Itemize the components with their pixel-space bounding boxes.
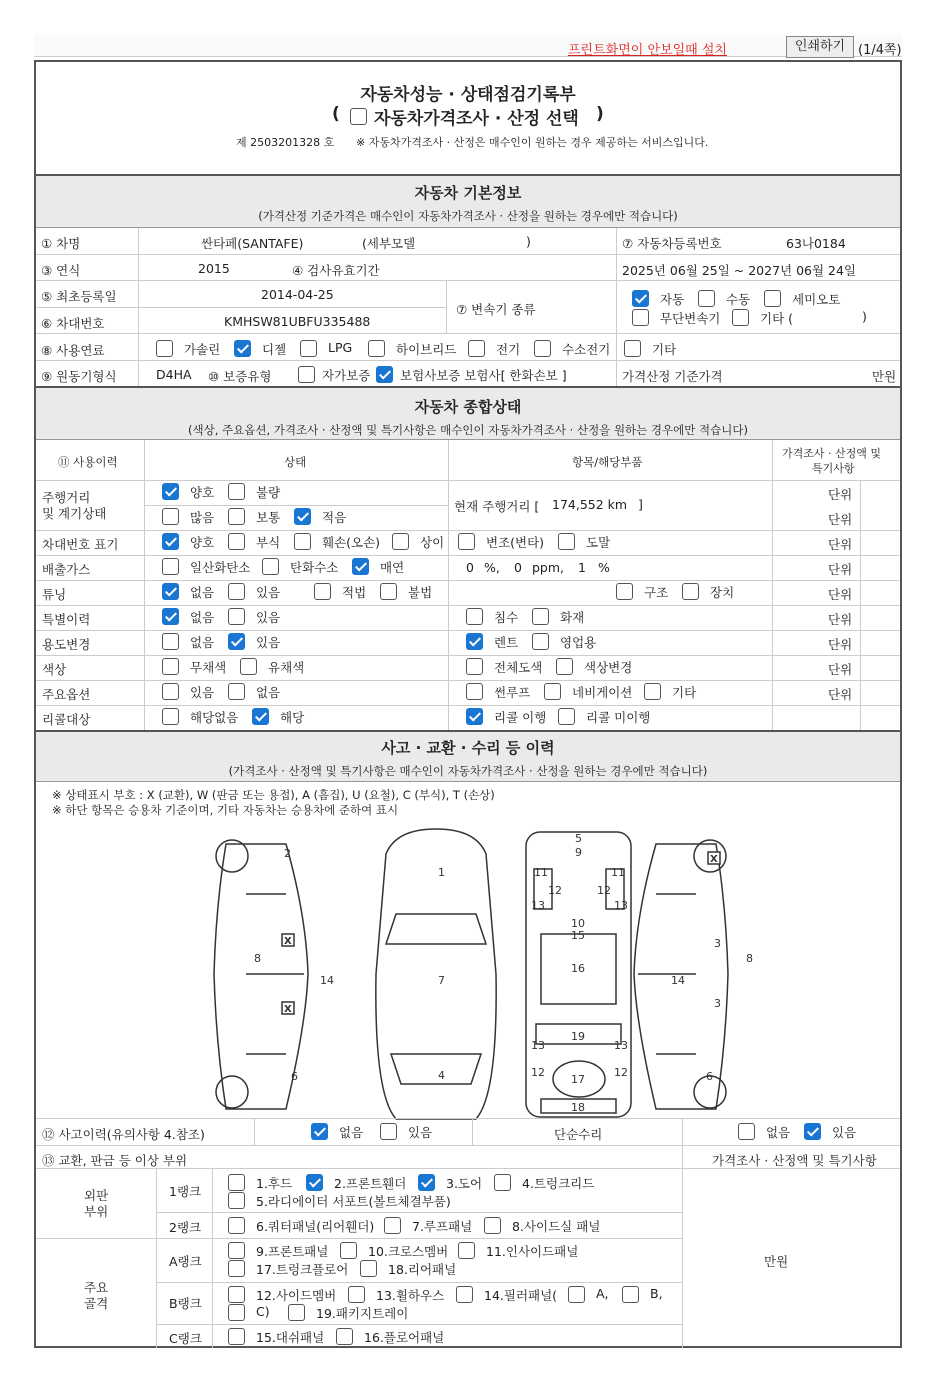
legend-symbols: ※ 상태표시 부호 : X (교환), W (판금 또는 용접), A (흠집), U (요철), C (부식), T (손상) xyxy=(52,788,495,802)
reg-number-value: 63나0184 xyxy=(786,236,846,251)
option-etc-label: 기타 xyxy=(672,685,697,700)
tuning-label: 튜닝 xyxy=(42,587,67,602)
basic-info-note: (가격산정 기준가격은 매수인이 자동차가격조사 · 산정을 원하는 경우에만 적습니다) xyxy=(258,209,678,223)
fire-checkbox[interactable] xyxy=(532,608,549,625)
special-have-checkbox[interactable] xyxy=(228,608,245,625)
main-frame-label: 주요 xyxy=(84,1280,109,1295)
car-name-label: ① 차명 xyxy=(41,236,81,251)
fuel-hydrogen-checkbox[interactable] xyxy=(534,340,551,357)
part-label-9: 9 xyxy=(575,846,582,859)
options-none-label: 없음 xyxy=(256,685,281,700)
basic-info-header xyxy=(36,174,900,228)
unit-9: 단위 xyxy=(828,687,853,702)
navigation-checkbox[interactable] xyxy=(544,683,561,700)
simple-repair-label: 단순수리 xyxy=(554,1127,603,1142)
year-label: ③ 연식 xyxy=(41,263,81,278)
vin-damage-label: 훼손(오손) xyxy=(322,535,381,550)
first-reg-value: 2014-04-25 xyxy=(261,287,334,302)
business-label: 영업용 xyxy=(560,635,597,650)
recall-na-checkbox[interactable] xyxy=(162,708,179,725)
reg-number-label: ⑦ 자동차등록번호 xyxy=(622,236,722,251)
fuel-diesel-label: 디젤 xyxy=(262,342,287,357)
legend-note: ※ 하단 항목은 승용차 기준이며, 기타 자동차는 승용차에 준하여 표시 xyxy=(52,803,399,817)
part-label-1: 1 xyxy=(438,866,445,879)
part-sidesill-label: 8.사이드실 패널 xyxy=(512,1219,601,1234)
part-quarter-label: 6.쿼터패널(리어휀더) xyxy=(256,1219,375,1234)
part-label-12-front-right: 12 xyxy=(597,884,611,897)
detail-model-label: (세부모델 xyxy=(362,236,416,251)
simple-have-label: 있음 xyxy=(832,1125,857,1140)
special-none-checkbox[interactable] xyxy=(162,608,179,625)
install-notice-link[interactable]: 프린트화면이 안보일때 설치 xyxy=(568,43,727,58)
fuel-lpg-label: LPG xyxy=(328,340,353,355)
trans-etc-label: 기타 ( xyxy=(760,311,794,326)
options-label: 주요옵션 xyxy=(42,687,91,702)
toolbar xyxy=(34,35,902,57)
sunroof-checkbox[interactable] xyxy=(466,683,483,700)
part-trunkfloor-label: 17.트렁크플로어 xyxy=(256,1262,349,1277)
inspection-sheet xyxy=(34,60,902,1348)
fuel-gasoline-checkbox[interactable] xyxy=(156,340,173,357)
part-door-label: 3.도어 xyxy=(446,1176,483,1191)
part-trunkfloor-checkbox[interactable] xyxy=(228,1260,245,1277)
part-label-13-rear-left: 13 xyxy=(531,1039,545,1052)
part-roof-label: 7.루프패널 xyxy=(412,1219,473,1234)
unit-7: 단위 xyxy=(828,637,853,652)
part-door-checkbox[interactable] xyxy=(418,1174,435,1191)
part-pillar-checkbox[interactable] xyxy=(456,1286,473,1303)
mileage-many-checkbox[interactable] xyxy=(162,508,179,525)
vin-diff-label: 상이 xyxy=(420,535,445,550)
x-mark-door-rear-text: X xyxy=(284,1004,292,1015)
navigation-label: 네비게이션 xyxy=(572,685,633,700)
part-label-8-right: 8 xyxy=(746,952,753,965)
base-price-label: 가격산정 기준가격 xyxy=(622,369,723,384)
service-note: ※ 자동차가격조사 · 산정은 매수인이 원하는 경우 제공하는 서비스입니다. xyxy=(356,136,709,149)
fuel-hybrid-label: 하이브리드 xyxy=(396,342,457,357)
overall-status-header xyxy=(36,386,900,440)
col-items: 항목/해당부품 xyxy=(572,455,643,469)
rent-checkbox[interactable] xyxy=(466,633,483,650)
warranty-self-label: 자가보증 xyxy=(322,368,371,383)
part-floorpanel-checkbox[interactable] xyxy=(336,1328,353,1345)
mileage-value: 174,552 km xyxy=(552,497,628,512)
options-have-checkbox[interactable] xyxy=(162,683,179,700)
trans-cvt-checkbox[interactable] xyxy=(632,309,649,326)
tuning-none-label: 없음 xyxy=(190,585,215,600)
vin-alter-label: 변조(변타) xyxy=(486,535,545,550)
part-dashpanel-checkbox[interactable] xyxy=(228,1328,245,1345)
recall-done-label: 리콜 이행 xyxy=(494,710,547,725)
vin-steal-label: 도말 xyxy=(586,535,611,550)
tuning-struct-label: 구조 xyxy=(644,585,669,600)
unit-8: 단위 xyxy=(828,662,853,677)
pillar-a-label: A, xyxy=(596,1286,609,1301)
inspection-validity-label: ④ 검사유효기간 xyxy=(292,263,380,278)
recall-not-label: 리콜 미이행 xyxy=(586,710,651,725)
emission-v1: 0 xyxy=(466,560,474,575)
tuning-device-label: 장치 xyxy=(710,585,735,600)
rankC-label: C랭크 xyxy=(169,1331,202,1346)
part-sidesill-checkbox[interactable] xyxy=(484,1217,501,1234)
inspection-validity-value: 2025년 06월 25일 ~ 2027년 06월 24일 xyxy=(622,263,857,278)
pillar-c-checkbox[interactable] xyxy=(228,1304,245,1321)
trans-auto-label: 자동 xyxy=(660,292,685,307)
part-label-2-left: 2 xyxy=(284,847,291,860)
car-diagram xyxy=(186,824,756,1124)
special-none-label: 없음 xyxy=(190,610,215,625)
warranty-insurer-checkbox[interactable] xyxy=(376,366,393,383)
unit-3: 단위 xyxy=(828,537,853,552)
part-sidemember-label: 12.사이드멤버 xyxy=(256,1288,337,1303)
emission-u3: % xyxy=(598,560,610,575)
part-insidepanel-checkbox[interactable] xyxy=(458,1242,475,1259)
pillar-b-checkbox[interactable] xyxy=(622,1286,639,1303)
pillar-a-checkbox[interactable] xyxy=(568,1286,585,1303)
trans-semi-checkbox[interactable] xyxy=(764,290,781,307)
simple-none-label: 없음 xyxy=(766,1125,791,1140)
part-label-11-left: 11 xyxy=(534,866,548,879)
emission-v3: 1 xyxy=(578,560,586,575)
car-top-view xyxy=(376,829,496,1119)
vin-label: ⑥ 차대번호 xyxy=(41,316,105,331)
fuel-etc-checkbox[interactable] xyxy=(624,340,641,357)
tuning-legal-label: 적법 xyxy=(342,585,367,600)
part-quarter-checkbox[interactable] xyxy=(228,1217,245,1234)
engine-type-label: ⑨ 원동기형식 xyxy=(41,369,117,384)
part-label-3-right-lower: 3 xyxy=(714,997,721,1010)
part-label-18: 18 xyxy=(571,1101,585,1114)
part-rearpanel-label: 18.리어패널 xyxy=(388,1262,457,1277)
part-label-17: 17 xyxy=(571,1073,585,1086)
part-label-16: 16 xyxy=(571,962,585,975)
vin-rust-checkbox[interactable] xyxy=(228,533,245,550)
tuning-none-checkbox[interactable] xyxy=(162,583,179,600)
rank2-label: 2랭크 xyxy=(169,1220,202,1235)
x-mark-fender-right-text: X xyxy=(710,854,718,865)
part-insidepanel-label: 11.인사이드패널 xyxy=(486,1244,579,1259)
fuel-hybrid-checkbox[interactable] xyxy=(368,340,385,357)
recall-yes-label: 해당 xyxy=(280,710,305,725)
options-have-label: 있음 xyxy=(190,685,215,700)
first-reg-label: ⑤ 최초등록일 xyxy=(41,289,117,304)
price-check-select-checkbox[interactable] xyxy=(350,108,367,125)
transmission-label: ⑦ 변속기 종류 xyxy=(456,302,536,317)
part-label-5: 5 xyxy=(575,832,582,845)
page-indicator: (1/4쪽) xyxy=(858,43,902,58)
trans-etc-checkbox[interactable] xyxy=(732,309,749,326)
part-label-11-right: 11 xyxy=(611,866,625,879)
usechange-have-label: 있음 xyxy=(256,635,281,650)
doc-subtitle: 자동차가격조사 · 산정 선택 xyxy=(374,109,579,129)
color-change-checkbox[interactable] xyxy=(556,658,573,675)
warranty-insurer-label: 보험사보증 보험사[ 한화손보 ] xyxy=(400,368,567,383)
warranty-self-checkbox[interactable] xyxy=(298,366,315,383)
part-frontpanel-label: 9.프론트패널 xyxy=(256,1244,329,1259)
part-label-14-right: 14 xyxy=(671,974,685,987)
outer-label: 외판 xyxy=(84,1188,109,1203)
part-trunklid-label: 4.트렁크리드 xyxy=(522,1176,595,1191)
overall-status-note: (색상, 주요옵션, 가격조사 · 산정액 및 특기사항은 매수인이 자동차가격조사 · 산정을 원하는 경우에만 적습니다) xyxy=(188,423,748,437)
trans-semi-label: 세미오토 xyxy=(792,292,841,307)
fuel-etc-label: 기타 xyxy=(652,342,677,357)
emission-u1: %, xyxy=(484,560,500,575)
car-name-value: 싼타페(SANTAFE) xyxy=(201,236,304,251)
rank1-label: 1랭크 xyxy=(169,1184,202,1199)
part-wheelhouse-label: 13.휠하우스 xyxy=(376,1288,445,1303)
usechange-none-checkbox[interactable] xyxy=(162,633,179,650)
mileage-post: ] xyxy=(638,497,643,512)
part-hood-label: 1.후드 xyxy=(256,1176,293,1191)
part-label-10: 10 xyxy=(571,917,585,930)
mileage-many-label: 많음 xyxy=(190,510,215,525)
car-left-side xyxy=(214,840,308,1109)
part-label-4: 4 xyxy=(438,1069,445,1082)
full-paint-label: 전체도색 xyxy=(494,660,543,675)
options-none-checkbox[interactable] xyxy=(228,683,245,700)
part-label-19: 19 xyxy=(571,1030,585,1043)
unit-5: 단위 xyxy=(828,587,853,602)
emission-co-checkbox[interactable] xyxy=(162,558,179,575)
pillar-b-label: B, xyxy=(650,1286,663,1301)
trans-auto-checkbox[interactable] xyxy=(632,290,649,307)
registration-number: 제 2503201328 호 xyxy=(236,136,335,149)
col-price-b: 특기사항 xyxy=(812,462,855,475)
chromatic-checkbox[interactable] xyxy=(240,658,257,675)
part-packagetray-checkbox[interactable] xyxy=(288,1304,305,1321)
vin-good-checkbox[interactable] xyxy=(162,533,179,550)
fuel-label: ⑧ 사용연료 xyxy=(41,343,105,358)
recall-yes-checkbox[interactable] xyxy=(252,708,269,725)
col-usage-history: ⑪ 사용이력 xyxy=(58,455,118,469)
part-roof-checkbox[interactable] xyxy=(384,1217,401,1234)
emission-label: 배출가스 xyxy=(42,562,91,577)
special-have-label: 있음 xyxy=(256,610,281,625)
pillar-c-label: C) xyxy=(256,1304,270,1319)
col-status: 상태 xyxy=(284,455,307,469)
sub-open: ( xyxy=(332,104,340,124)
usechange-none-label: 없음 xyxy=(190,635,215,650)
vin-mark-label: 차대번호 표기 xyxy=(42,537,119,552)
tuning-illegal-checkbox[interactable] xyxy=(380,583,397,600)
base-price-unit: 만원 xyxy=(872,369,897,384)
tuning-device-checkbox[interactable] xyxy=(682,583,699,600)
unit-4: 단위 xyxy=(828,562,853,577)
rankB-label: B랭크 xyxy=(169,1296,202,1311)
part-label-15: 15 xyxy=(571,929,585,942)
part-label-3-right-upper: 3 xyxy=(714,937,721,950)
col-price-a: 가격조사 · 산정액 및 xyxy=(782,447,881,460)
rankA-label: A랭크 xyxy=(169,1254,202,1269)
accident-title: 사고 · 교환 · 수리 등 이력 xyxy=(381,739,555,757)
simple-have-checkbox[interactable] xyxy=(804,1123,821,1140)
tuning-illegal-label: 불법 xyxy=(408,585,433,600)
recall-done-checkbox[interactable] xyxy=(466,708,483,725)
part-wheelhouse-checkbox[interactable] xyxy=(348,1286,365,1303)
flood-checkbox[interactable] xyxy=(466,608,483,625)
fire-label: 화재 xyxy=(560,610,585,625)
chromatic-label: 유채색 xyxy=(268,660,305,675)
tuning-have-checkbox[interactable] xyxy=(228,583,245,600)
trans-etc-close: ) xyxy=(862,309,867,324)
detail-model-close: ) xyxy=(526,234,531,249)
emission-hc-checkbox[interactable] xyxy=(262,558,279,575)
part-label-8-left: 8 xyxy=(254,952,261,965)
vin-value: KMHSW81UBFU335488 xyxy=(224,314,371,329)
unit-6: 단위 xyxy=(828,612,853,627)
fuel-lpg-checkbox[interactable] xyxy=(300,340,317,357)
part-label-13-front-right: 13 xyxy=(614,899,628,912)
unit-1: 단위 xyxy=(828,487,853,502)
part-label-13-rear-right: 13 xyxy=(614,1039,628,1052)
part-label-12-rear-right: 12 xyxy=(614,1066,628,1079)
year-value: 2015 xyxy=(198,261,230,276)
print-button[interactable]: 인쇄하기 xyxy=(786,36,854,58)
fuel-gasoline-label: 가솔린 xyxy=(184,342,221,357)
use-change-label: 용도변경 xyxy=(42,637,91,652)
part-label-12-front-left: 12 xyxy=(548,884,562,897)
unit-2: 단위 xyxy=(828,512,853,527)
fuel-diesel-checkbox[interactable] xyxy=(234,340,251,357)
part-label-7: 7 xyxy=(438,974,445,987)
part-frontpanel-checkbox[interactable] xyxy=(228,1242,245,1259)
mileage-good-label: 양호 xyxy=(190,485,215,500)
accident-note: (가격조사 · 산정액 및 특기사항은 매수인이 자동차가격조사 · 산정을 원하는 경우에만 적습니다) xyxy=(228,764,708,778)
simple-none-checkbox[interactable] xyxy=(738,1123,755,1140)
part-sidemember-checkbox[interactable] xyxy=(228,1286,245,1303)
full-paint-checkbox[interactable] xyxy=(466,658,483,675)
mileage-pre: 현재 주행거리 [ xyxy=(454,499,540,514)
engine-type-value: D4HA xyxy=(156,367,192,382)
mileage-normal-checkbox[interactable] xyxy=(228,508,245,525)
trans-manual-label: 수동 xyxy=(726,292,751,307)
emission-smoke-label: 매연 xyxy=(380,560,405,575)
accident-none-label: 없음 xyxy=(339,1125,364,1140)
basic-info-title: 자동차 기본정보 xyxy=(414,184,522,202)
part-dashpanel-label: 15.대쉬패널 xyxy=(256,1330,325,1345)
part-radiator-checkbox[interactable] xyxy=(228,1192,245,1209)
part-label-14-left: 14 xyxy=(320,974,334,987)
emission-v2: 0 xyxy=(514,560,522,575)
flood-label: 침수 xyxy=(494,610,519,625)
mileage-label-b: 및 계기상태 xyxy=(42,506,107,521)
vin-good-label: 양호 xyxy=(190,535,215,550)
overall-status-title: 자동차 종합상태 xyxy=(414,398,522,416)
part-packagetray-label: 19.패키지트레이 xyxy=(316,1306,409,1321)
exchange-marks xyxy=(282,852,720,1015)
part-fender-checkbox[interactable] xyxy=(306,1174,323,1191)
trans-manual-checkbox[interactable] xyxy=(698,290,715,307)
part-label-12-rear-left: 12 xyxy=(531,1066,545,1079)
mileage-label-a: 주행거리 xyxy=(42,490,91,505)
doc-title: 자동차성능 · 상태점검기록부 xyxy=(360,85,576,105)
emission-hc-label: 탄화수소 xyxy=(290,560,339,575)
vin-steal-checkbox[interactable] xyxy=(558,533,575,550)
fuel-electric-label: 전기 xyxy=(496,342,521,357)
fuel-electric-checkbox[interactable] xyxy=(468,340,485,357)
vin-alter-checkbox[interactable] xyxy=(458,533,475,550)
tuning-struct-checkbox[interactable] xyxy=(616,583,633,600)
special-history-label: 특별이력 xyxy=(42,612,91,627)
part-crossmember-label: 10.크로스멤버 xyxy=(368,1244,449,1259)
trans-cvt-label: 무단변속기 xyxy=(660,311,721,326)
outer-label-2: 부위 xyxy=(84,1204,109,1219)
mileage-good-checkbox[interactable] xyxy=(162,483,179,500)
part-label-6-right: 6 xyxy=(706,1070,713,1083)
accident-history-label: ⑫ 사고이력(유의사항 4.참조) xyxy=(42,1127,205,1142)
accident-none-checkbox[interactable] xyxy=(311,1123,328,1140)
usechange-have-checkbox[interactable] xyxy=(228,633,245,650)
mileage-few-checkbox[interactable] xyxy=(294,508,311,525)
sub-close: ) xyxy=(596,104,604,124)
accident-have-checkbox[interactable] xyxy=(380,1123,397,1140)
tuning-have-label: 있음 xyxy=(256,585,281,600)
option-etc-checkbox[interactable] xyxy=(644,683,661,700)
recall-na-label: 해당없음 xyxy=(190,710,239,725)
fuel-hydrogen-label: 수소전기 xyxy=(562,342,611,357)
part-crossmember-checkbox[interactable] xyxy=(340,1242,357,1259)
spec-price-unit: 만원 xyxy=(764,1254,789,1269)
part-label-13-front-left: 13 xyxy=(531,899,545,912)
part-hood-checkbox[interactable] xyxy=(228,1174,245,1191)
warranty-label: ⑩ 보증유형 xyxy=(208,369,272,384)
achromatic-label: 무채색 xyxy=(190,660,227,675)
mileage-bad-label: 불량 xyxy=(256,485,281,500)
main-frame-label-2: 골격 xyxy=(84,1296,109,1311)
vin-rust-label: 부식 xyxy=(256,535,281,550)
tuning-legal-checkbox[interactable] xyxy=(314,583,331,600)
business-checkbox[interactable] xyxy=(532,633,549,650)
recall-not-checkbox[interactable] xyxy=(558,708,575,725)
parts-section-label: ⑬ 교환, 판금 등 이상 부위 xyxy=(42,1153,188,1168)
spec-label: 가격조사 · 산정액 및 특기사항 xyxy=(712,1153,877,1168)
mileage-normal-label: 보통 xyxy=(256,510,281,525)
part-fender-label: 2.프론트휀더 xyxy=(334,1176,407,1191)
color-label: 색상 xyxy=(42,662,67,677)
part-label-6-left: 6 xyxy=(291,1070,298,1083)
sunroof-label: 썬루프 xyxy=(494,685,531,700)
mileage-few-label: 적음 xyxy=(322,510,347,525)
vin-diff-checkbox[interactable] xyxy=(392,533,409,550)
part-pillar-label: 14.필러패널( xyxy=(484,1288,558,1303)
recall-label: 리콜대상 xyxy=(42,712,91,727)
emission-co-label: 일산화탄소 xyxy=(190,560,251,575)
rent-label: 렌트 xyxy=(494,635,519,650)
part-radiator-label: 5.라디에이터 서포트(볼트체결부품) xyxy=(256,1194,451,1209)
achromatic-checkbox[interactable] xyxy=(162,658,179,675)
accident-have-label: 있음 xyxy=(408,1125,433,1140)
mileage-bad-checkbox[interactable] xyxy=(228,483,245,500)
emission-smoke-checkbox[interactable] xyxy=(352,558,369,575)
part-rearpanel-checkbox[interactable] xyxy=(360,1260,377,1277)
vin-damage-checkbox[interactable] xyxy=(294,533,311,550)
x-mark-door-front-text: X xyxy=(284,936,292,947)
emission-u2: ppm, xyxy=(532,560,565,575)
color-change-label: 색상변경 xyxy=(584,660,633,675)
part-floorpanel-label: 16.플로어패널 xyxy=(364,1330,445,1345)
accident-header xyxy=(36,730,900,782)
part-trunklid-checkbox[interactable] xyxy=(494,1174,511,1191)
